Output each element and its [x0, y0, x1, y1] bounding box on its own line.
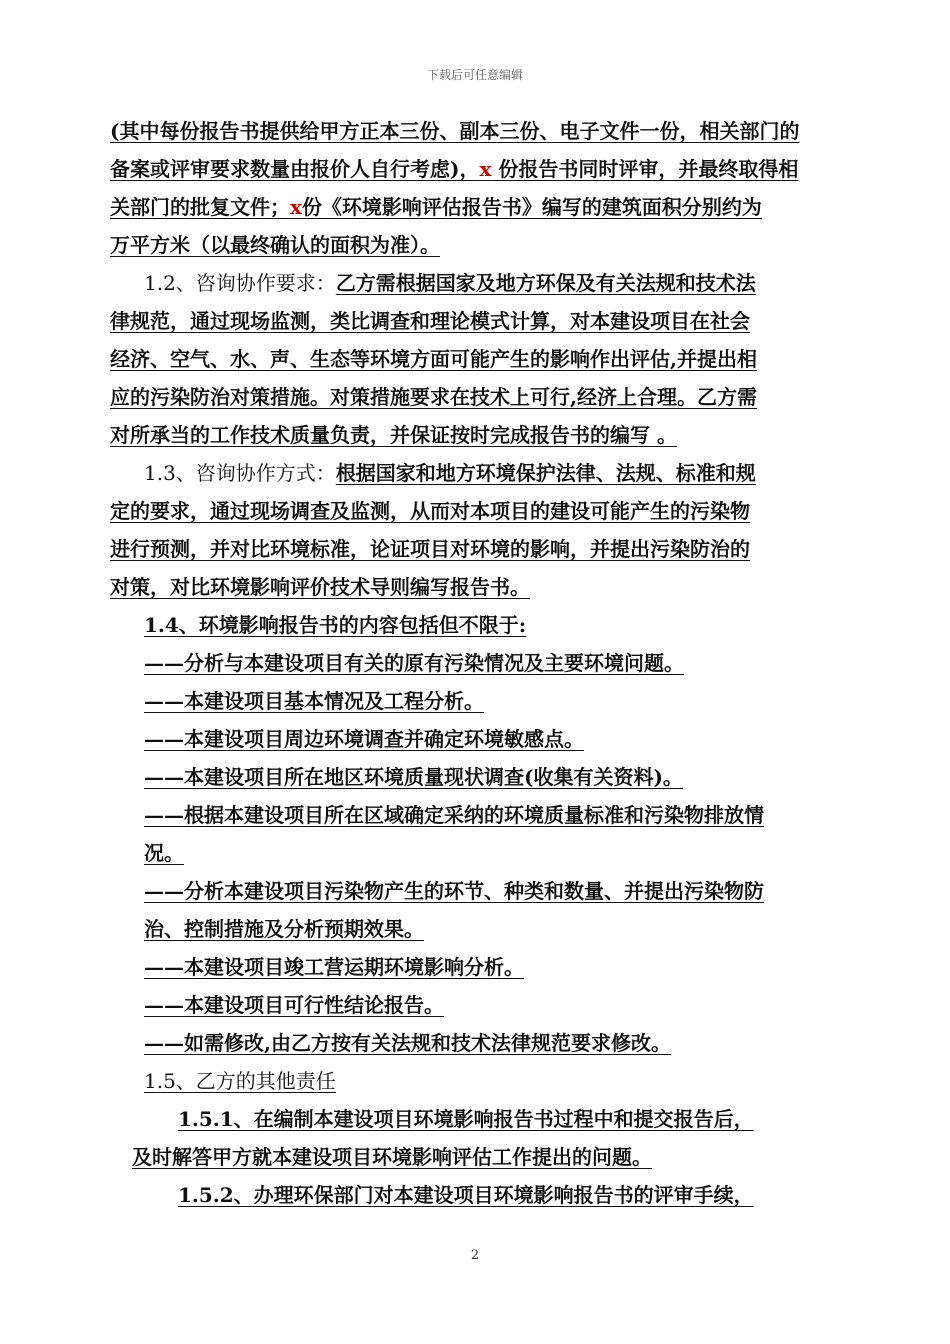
list-item: ——分析与本建设项目有关的原有污染情况及主要环境问题。 — [144, 651, 684, 675]
text-line: 关部门的批复文件；x份《环境影响评估报告书》编写的建筑面积分别约为 — [110, 195, 762, 219]
section-label: 1.3、咨询协作方式： — [144, 461, 336, 485]
list-item: 治、控制措施及分析预期效果。 — [144, 917, 424, 941]
section-label: 1.2、咨询协作要求： — [144, 271, 336, 295]
page-header: 下载后可任意编辑 — [426, 68, 523, 82]
list-item: ——本建设项目竣工营运期环境影响分析。 — [144, 955, 524, 979]
text-line: 备案或评审要求数量由报价人自行考虑)，x 份报告书同时评审，并最终取得相 — [110, 157, 799, 181]
list-item: ——如需修改,由乙方按有关法规和技术法律规范要求修改。 — [144, 1031, 671, 1055]
text-line: 对策，对比环境影响评价技术导则编写报告书。 — [110, 575, 530, 599]
list-item: ——本建设项目所在地区环境质量现状调查(收集有关资料)。 — [144, 765, 683, 789]
placeholder-x: x — [479, 157, 492, 181]
subsection-line: 1.5.2、办理环保部门对本建设项目环境影响报告书的评审手续， — [178, 1183, 754, 1207]
text-line: (其中每份报告书提供给甲方正本三份、副本三份、电子文件一份，相关部门的 — [110, 119, 800, 143]
text-line: 经济、空气、水、声、生态等环境方面可能产生的影响作出评估,并提出相 — [110, 347, 757, 371]
text-line: 1.2、咨询协作要求：乙方需根据国家及地方环保及有关法规和技术法 — [144, 271, 756, 295]
list-item: ——本建设项目可行性结论报告。 — [144, 993, 444, 1017]
text-line: 律规范，通过现场监测，类比调查和理论模式计算，对本建设项目在社会 — [110, 309, 750, 333]
text-line: 应的污染防治对策措施。对策措施要求在技术上可行,经济上合理。乙方需 — [110, 385, 757, 409]
page-number: 2 — [470, 1248, 480, 1263]
section-title: 1.4、环境影响报告书的内容包括但不限于: — [144, 613, 527, 637]
list-item: ——分析本建设项目污染物产生的环节、种类和数量、并提出污染物防 — [144, 879, 764, 903]
text-line: 进行预测，并对比环境标准，论证项目对环境的影响，并提出污染防治的 — [110, 537, 750, 561]
list-item: ——根据本建设项目所在区域确定采纳的环境质量标准和污染物排放情 — [144, 803, 764, 827]
text-line: 对所承当的工作技术质量负责，并保证按时完成报告书的编写 。 — [110, 423, 677, 447]
document-body — [110, 112, 845, 1214]
text-line: 定的要求，通过现场调查及监测，从而对本项目的建设可能产生的污染物 — [110, 499, 750, 523]
subsection-line: 1.5.1、在编制本建设项目环境影响报告书过程中和提交报告后， — [178, 1107, 754, 1131]
list-item: 况。 — [144, 841, 184, 865]
text-line: 万平方米（以最终确认的面积为准）。 — [110, 233, 440, 257]
placeholder-x: x — [290, 195, 302, 219]
text-line: 及时解答甲方就本建设项目环境影响评估工作提出的问题。 — [132, 1145, 652, 1169]
section-title: 1.5、乙方的其他责任 — [144, 1069, 336, 1093]
list-item: ——本建设项目周边环境调查并确定环境敏感点。 — [144, 727, 584, 751]
text-line: 1.3、咨询协作方式：根据国家和地方环境保护法律、法规、标准和规 — [144, 461, 756, 485]
list-item: ——本建设项目基本情况及工程分析。 — [144, 689, 484, 713]
